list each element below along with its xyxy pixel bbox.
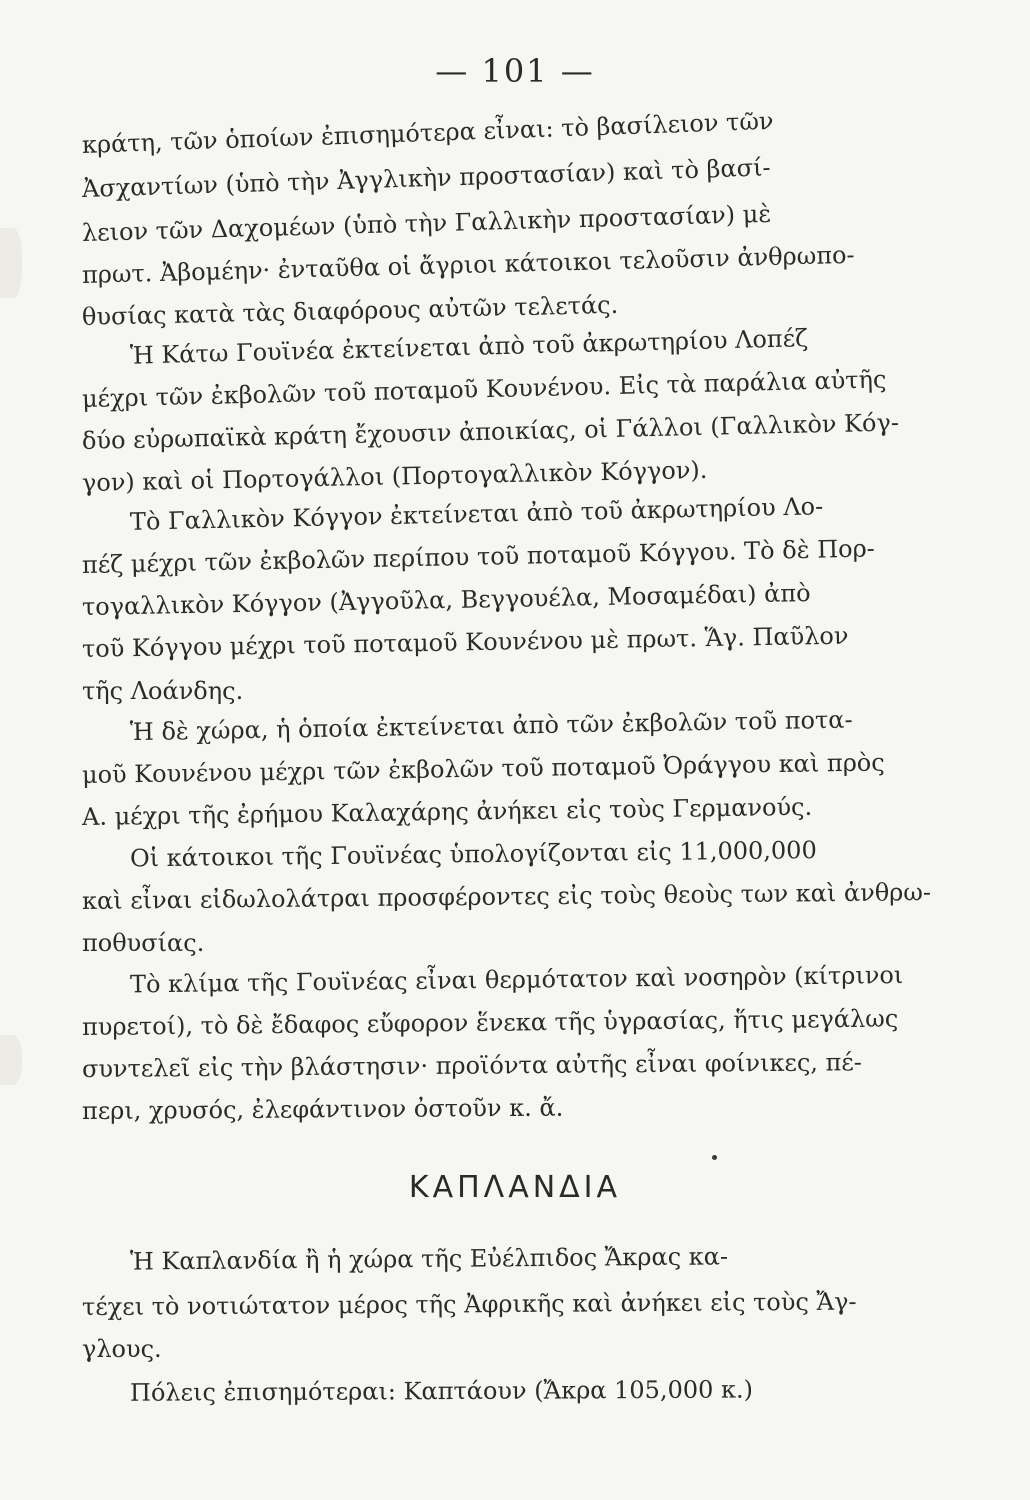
text-line: πυρετοί), τὸ δὲ ἔδαφος εὔφορον ἕνεκα τῆς ὑγρασίας, ἥτις μεγάλως [81,1004,899,1041]
text-line: συντελεῖ εἰς τὴν βλάστησιν· προϊόντα αὐτῆς εἶναι φοίνικες, πέ- [81,1048,863,1083]
section-heading: ΚΑΠΛΑΝΔΙΑ [408,1170,622,1205]
text-line: περι, χρυσός, ἐλεφάντινον ὀστοῦν κ. ἄ. [81,1093,564,1125]
text-line: Ἀσχαντίων (ὑπὸ τὴν Ἀγγλικὴν προστασίαν) καὶ τὸ βασί- [81,153,771,203]
text-line: δύο εὐρωπαϊκὰ κράτη ἔχουσιν ἀποικίας, οἱ Γάλλοι (Γαλλικὸν Κόγ- [81,408,900,455]
paragraph-start-line: Τὸ κλίμα τῆς Γουϊνέας εἶναι θερμότατον καὶ νοσηρὸν (κίτρινοι [129,960,904,999]
paragraph-start-line: Ἡ Καπλανδία ἢ ἡ χώρα τῆς Εὐέλπιδος Ἄκρας κα- [129,1242,729,1276]
text-line: καὶ εἶναι εἰδωλολάτραι προσφέροντες εἰς τοὺς θεοὺς των καὶ ἀνθρω- [81,878,932,915]
paragraph-start-line: Τὸ Γαλλικὸν Κόγγον ἐκτείνεται ἀπὸ τοῦ ἀκρωτηρίου Λο- [129,492,824,536]
text-line: λειον τῶν Δαχομέων (ὑπὸ τὴν Γαλλικὴν προστασίαν) μὲ [81,199,772,247]
text-line: τέχει τὸ νοτιώτατον μέρος τῆς Ἀφρικῆς καὶ ἀνήκει εἰς τοὺς Ἄγ- [81,1287,857,1321]
paragraph-start-line: Ἡ Κάτω Γουϊνέα ἐκτείνεται ἀπὸ τοῦ ἀκρωτηρίου Λοπέζ [129,323,809,370]
text-line: τοῦ Κόγγου μέχρι τοῦ ποταμοῦ Κουνένου μὲ πρωτ. Ἅγ. Παῦλον [81,621,849,663]
text-line: θυσίας κατὰ τὰς διαφόρους αὐτῶν τελετάς. [81,290,619,331]
page-edge-tear [0,1035,22,1085]
paragraph-start-line: Ἡ δὲ χώρα, ἡ ὁποία ἐκτείνεται ἀπὸ τῶν ἐκβολῶν τοῦ ποτα- [129,705,853,747]
text-line: μοῦ Κουνένου μέχρι τῶν ἐκβολῶν τοῦ ποταμοῦ Ὀράγγου καὶ πρὸς [81,748,885,789]
text-line: μέχρι τῶν ἐκβολῶν τοῦ ποταμοῦ Κουνένου. Εἰς τὰ παράλια αὐτῆς [81,365,887,413]
text-line: πρωτ. Ἀβομέην· ἐνταῦθα οἱ ἄγριοι κάτοικοι τελοῦσιν ἀνθρωπο- [81,240,855,289]
ink-speck [712,1155,717,1160]
text-line: πέζ μέχρι τῶν ἐκβολῶν περίπου τοῦ ποταμοῦ Κόγγου. Τὸ δὲ Πορ- [81,534,876,579]
paragraph-start-line: Πόλεις ἐπισημότεραι: Καπτάουν (Ἄκρα 105,000 κ.) [129,1375,754,1407]
text-line: γον) καὶ οἱ Πορτογάλλοι (Πορτογαλλικὸν Κόγγον). [81,455,708,497]
page-edge-tear [0,228,22,298]
text-line: κράτη, τῶν ὁποίων ἐπισημότερα εἶναι: τὸ βασίλειον τῶν [81,106,774,159]
text-line: τῆς Λοάνδης. [82,677,244,705]
text-line: γλους. [82,1335,162,1363]
page-number: — 101 — [435,52,595,90]
text-line: Α. μέχρι τῆς ἐρήμου Καλαχάρης ἀνήκει εἰς τοὺς Γερμανούς. [81,792,813,831]
paragraph-start-line: Οἱ κάτοικοι τῆς Γουϊνέας ὑπολογίζονται εἰς 11,000,000 [129,836,817,873]
text-line: ποθυσίας. [82,929,205,957]
text-line: τογαλλικὸν Κόγγον (Ἀγγοῦλα, Βεγγουέλα, Μοσαμέδαι) ἀπὸ [81,579,811,621]
